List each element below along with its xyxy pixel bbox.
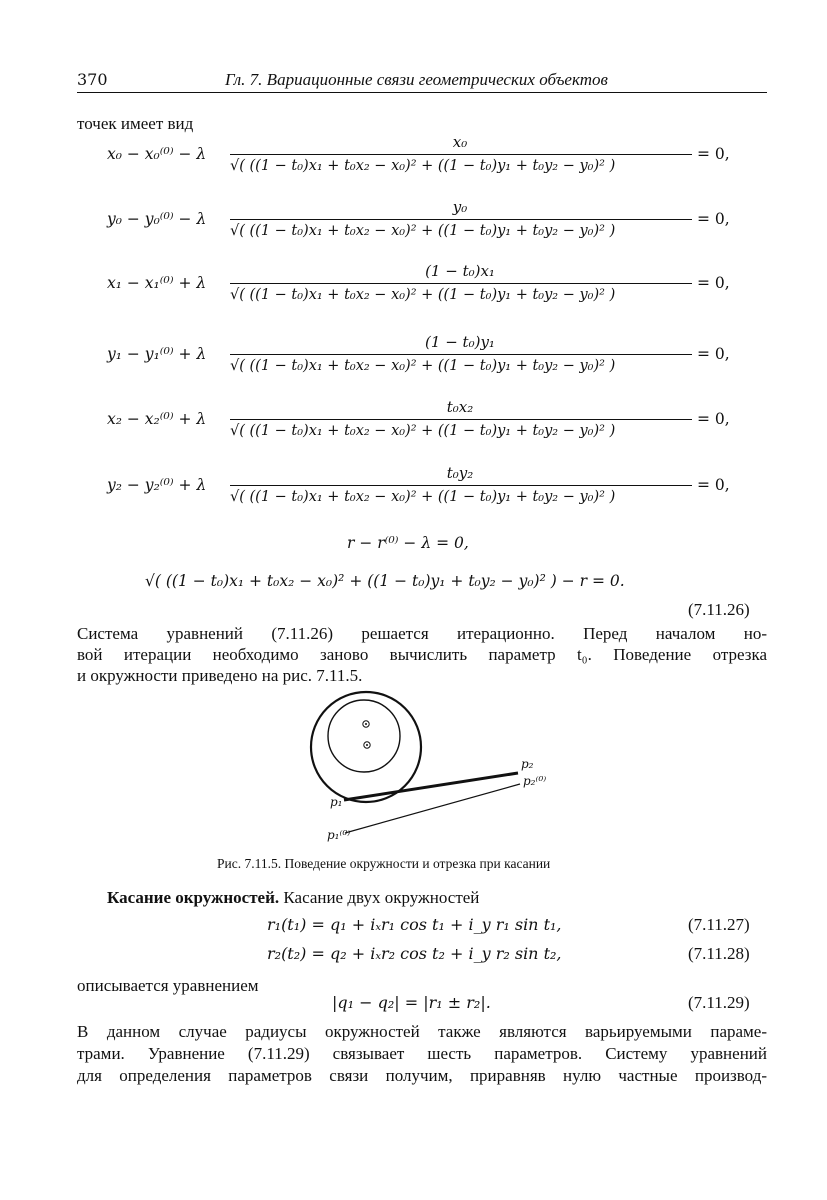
- system-row-1-denominator: √( ((1 − t₀)x₁ + t₀x₂ − x₀)² + ((1 − t₀)y₁ + t₀y₂ − y₀)² ): [230, 158, 616, 174]
- segment-current: [344, 773, 518, 800]
- system-row-6-lhs: y₂ − y₂⁽⁰⁾ + λ: [107, 476, 207, 494]
- system-row-6-rhs: = 0,: [697, 476, 730, 494]
- label-p1-initial: p₁⁽⁰⁾: [327, 828, 351, 842]
- equation-28: r₂(t₂) = q₂ + iₓr₂ cos t₂ + i_y r₂ sin t₂,: [267, 944, 562, 963]
- equation-29: |q₁ − q₂| = |r₁ ± r₂|.: [332, 993, 491, 1012]
- equation-number-27: (7.11.27): [688, 915, 750, 934]
- equation-27: r₁(t₁) = q₁ + iₓr₁ cos t₁ + i_y r₁ sin t₁,: [267, 915, 562, 934]
- system-row-2-lhs: y₀ − y₀⁽⁰⁾ − λ: [107, 210, 207, 228]
- system-row-2-rhs: = 0,: [697, 210, 730, 228]
- system-row-3-denominator: √( ((1 − t₀)x₁ + t₀x₂ − x₀)² + ((1 − t₀)y₁ + t₀y₂ − y₀)² ): [230, 287, 616, 303]
- label-p2: p₂: [521, 757, 534, 771]
- figure-caption: Рис. 7.11.5. Поведение окружности и отрезка при касании: [217, 856, 551, 871]
- paragraph-2-line-1: В данном случае радиусы окружностей также являются варьируемыми параме-: [77, 1022, 767, 1041]
- paragraph-1-line-1: Система уравнений (7.11.26) решается итерационно. Перед началом но-: [77, 624, 767, 643]
- system-row-5-rhs: = 0,: [697, 410, 730, 428]
- paragraph-2-line-2: трами. Уравнение (7.11.29) связывает шесть параметров. Систему уравнений: [77, 1044, 767, 1063]
- section-line: [107, 887, 479, 908]
- system-row-6-numerator: t₀y₂: [446, 464, 474, 482]
- center-dot-2: [366, 744, 368, 746]
- inner-circle: [328, 700, 400, 772]
- system-row-3-lhs: x₁ − x₁⁽⁰⁾ + λ: [107, 274, 207, 292]
- system-row-1-numerator: x₀: [452, 133, 468, 151]
- segment-initial: [345, 784, 520, 833]
- intro-text: точек имеет вид: [77, 114, 194, 133]
- section-title: Касание окружностей.: [107, 888, 280, 907]
- center-dot-1: [365, 723, 367, 725]
- distance-equation: √( ((1 − t₀)x₁ + t₀x₂ − x₀)² + ((1 − t₀)y₁ + t₀y₂ − y₀)² ) − r = 0.: [145, 572, 625, 590]
- paragraph-2-line-3: для определения параметров связи получим, приравняв нулю частные производ-: [77, 1066, 767, 1085]
- system-row-3-numerator: (1 − t₀)x₁: [425, 262, 495, 280]
- label-p1: p₁: [330, 795, 343, 809]
- system-row-5-denominator: √( ((1 − t₀)x₁ + t₀x₂ − x₀)² + ((1 − t₀)y₁ + t₀y₂ − y₀)² ): [230, 423, 616, 439]
- running-head: Гл. 7. Вариационные связи геометрических объектов: [225, 70, 608, 89]
- system-row-6-denominator: √( ((1 − t₀)x₁ + t₀x₂ − x₀)² + ((1 − t₀)y₁ + t₀y₂ − y₀)² ): [230, 489, 616, 505]
- system-row-1-lhs: x₀ − x₀⁽⁰⁾ − λ: [107, 145, 207, 163]
- equation-number-28: (7.11.28): [688, 944, 750, 963]
- outer-circle: [311, 692, 421, 802]
- section-text: Касание двух окружностей: [283, 888, 480, 907]
- system-row-4-denominator: √( ((1 − t₀)x₁ + t₀x₂ − x₀)² + ((1 − t₀)y₁ + t₀y₂ − y₀)² ): [230, 358, 616, 374]
- system-row-2-denominator: √( ((1 − t₀)x₁ + t₀x₂ − x₀)² + ((1 − t₀)y₁ + t₀y₂ − y₀)² ): [230, 223, 616, 239]
- system-row-1-rhs: = 0,: [697, 145, 730, 163]
- label-p2-initial: p₂⁽⁰⁾: [523, 774, 547, 788]
- equation-number-29: (7.11.29): [688, 993, 750, 1012]
- described-by-text: описывается уравнением: [77, 976, 259, 995]
- paragraph-1-line-2: вой итерации необходимо заново вычислить параметр t₀. Поведение отрезка: [77, 645, 767, 664]
- system-row-5-lhs: x₂ − x₂⁽⁰⁾ + λ: [107, 410, 207, 428]
- page-number: 370: [77, 70, 108, 89]
- system-row-5-numerator: t₀x₂: [446, 398, 474, 416]
- paragraph-1-line-3: и окружности приведено на рис. 7.11.5.: [77, 666, 363, 685]
- system-row-2-numerator: y₀: [452, 198, 468, 216]
- equation-number-26: (7.11.26): [688, 600, 750, 619]
- system-row-4-lhs: y₁ − y₁⁽⁰⁾ + λ: [107, 345, 207, 363]
- system-row-4-numerator: (1 − t₀)y₁: [425, 333, 495, 351]
- system-row-3-rhs: = 0,: [697, 274, 730, 292]
- radius-equation: r − r⁽⁰⁾ − λ = 0,: [347, 534, 469, 552]
- system-row-4-rhs: = 0,: [697, 345, 730, 363]
